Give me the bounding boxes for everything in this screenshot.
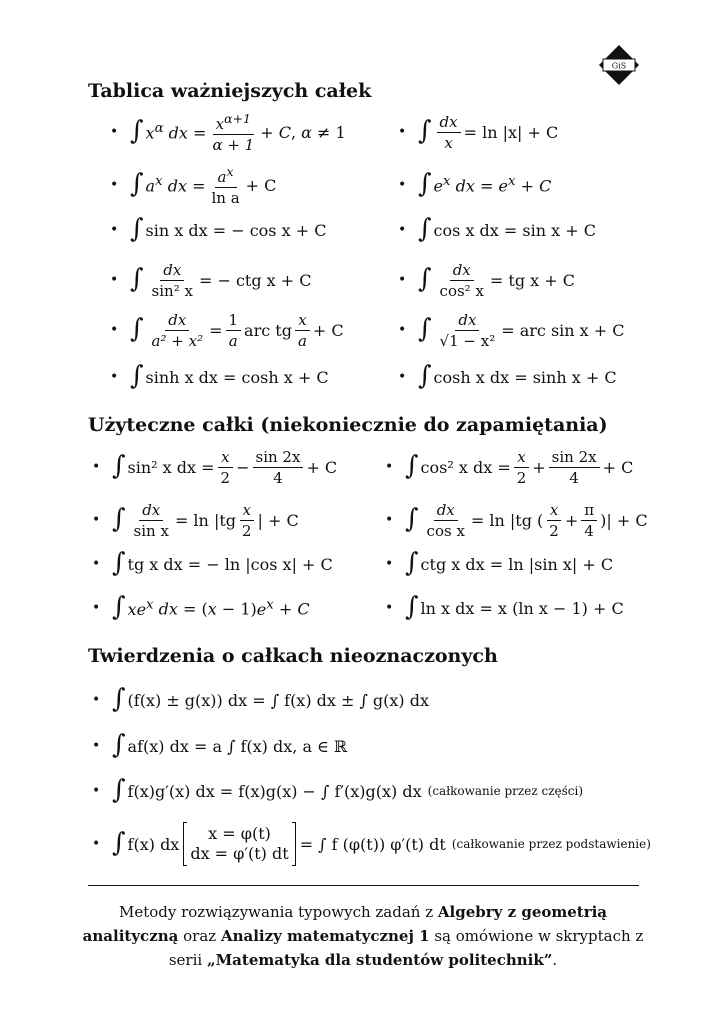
section-title-theorems: Twierdzenia o całkach nieoznaczonych xyxy=(88,645,498,667)
divider-line xyxy=(88,885,639,886)
formula-cos: • ∫ cos x dx = sin x + C xyxy=(398,214,596,244)
formula-power: • ∫ $x^\alpha$ dx = $\frac{x^{\alpha+1}}{\alpha + 1}$ + C, α ≠ 1 xyxy=(110,110,346,154)
gis-logo xyxy=(598,44,640,86)
theorem-integration-by-parts: • ∫ f(x)g′(x) dx = f(x)g(x) − ∫ f′(x)g(x) dx (całkowanie przez części) xyxy=(92,775,584,805)
formula-ln: • ∫ ln x dx = x (ln x − 1) + C xyxy=(385,592,624,622)
substitution-bracket: x = φ(t) dx = φ′(t) dt xyxy=(183,822,295,866)
formula-csc: • ∫ $\frac{dx}{\text{sin x}}$ = ln |tg $\frac{x}{2}$ | + C xyxy=(92,500,299,540)
formula-exponential-e: • ∫ $e^x$ dx = $e^x + C$ xyxy=(398,169,552,199)
footer-note: Metody rozwiązywania typowych zadań z Algebry z geometrią analityczną oraz Analizy matematycznej 1 są omówione w skryptach z serii „Matematyka dla studentów politechnik”. xyxy=(82,903,644,969)
formula-cos-squared: • ∫ cos² x dx = $\frac{x}{2}$ + $\frac{\sin 2x}{4}$ + C xyxy=(385,447,634,487)
formula-csc-squared: • ∫ $\frac{dx}{\text{sin² x}}$ = − ctg x + C xyxy=(110,260,312,300)
formula-arcsin: • ∫ $\frac{dx}{\text{√1 − x²}}$ = arc sin x + C xyxy=(398,310,625,350)
formula-arctan: • ∫ $\frac{dx}{\text{a² + x²}}$ = $\frac{1}{a}$ arc tg $\frac{x}{a}$ + C xyxy=(110,310,344,350)
formula-tan: • ∫ tg x dx = − ln |cos x| + C xyxy=(92,548,333,578)
formula-cosh: • ∫ cosh x dx = sinh x + C xyxy=(398,361,617,391)
logo-text: GiS xyxy=(611,61,627,71)
formula-x-exp: • ∫ $xe^x$ dx = $(x - 1)e^x + C$ xyxy=(92,592,310,622)
formula-sinh: • ∫ sinh x dx = cosh x + C xyxy=(110,361,329,391)
formula-sec: • ∫ $\frac{dx}{\text{cos x}}$ = ln |tg ( $\frac{x}{2}$ + $\frac{\pi}{4}$ )| + C xyxy=(385,500,648,540)
theorem-linearity-scalar: • ∫ af(x) dx = a ∫ f(x) dx, a ∈ ℝ xyxy=(92,730,348,760)
formula-reciprocal: • ∫ $\frac{dx}{x}$ = ln |x| + C xyxy=(398,112,559,152)
formula-sec-squared: • ∫ $\frac{dx}{\text{cos² x}}$ = tg x + C xyxy=(398,260,576,300)
formula-sin: • ∫ sin x dx = − cos x + C xyxy=(110,214,327,244)
formula-cot: • ∫ ctg x dx = ln |sin x| + C xyxy=(385,548,614,578)
section-title-basic: Tablica ważniejszych całek xyxy=(88,80,372,102)
theorem-linearity-sum: • ∫ (f(x) ± g(x)) dx = ∫ f(x) dx ± ∫ g(x) dx xyxy=(92,684,430,714)
formula-exponential-a: • ∫ $a^x$ dx = $\frac{a^x}{\text{ln a}}$ + C xyxy=(110,163,277,207)
formula-sin-squared: • ∫ sin² x dx = $\frac{x}{2}$ − $\frac{\sin 2x}{4}$ + C xyxy=(92,447,338,487)
section-title-useful: Użyteczne całki (niekoniecznie do zapamiętania) xyxy=(88,414,608,436)
theorem-substitution: • ∫ f(x) dx x = φ(t) dx = φ′(t) dt = ∫ f (φ(t)) φ′(t) dt (całkowanie przez podstawienie) xyxy=(92,818,651,870)
